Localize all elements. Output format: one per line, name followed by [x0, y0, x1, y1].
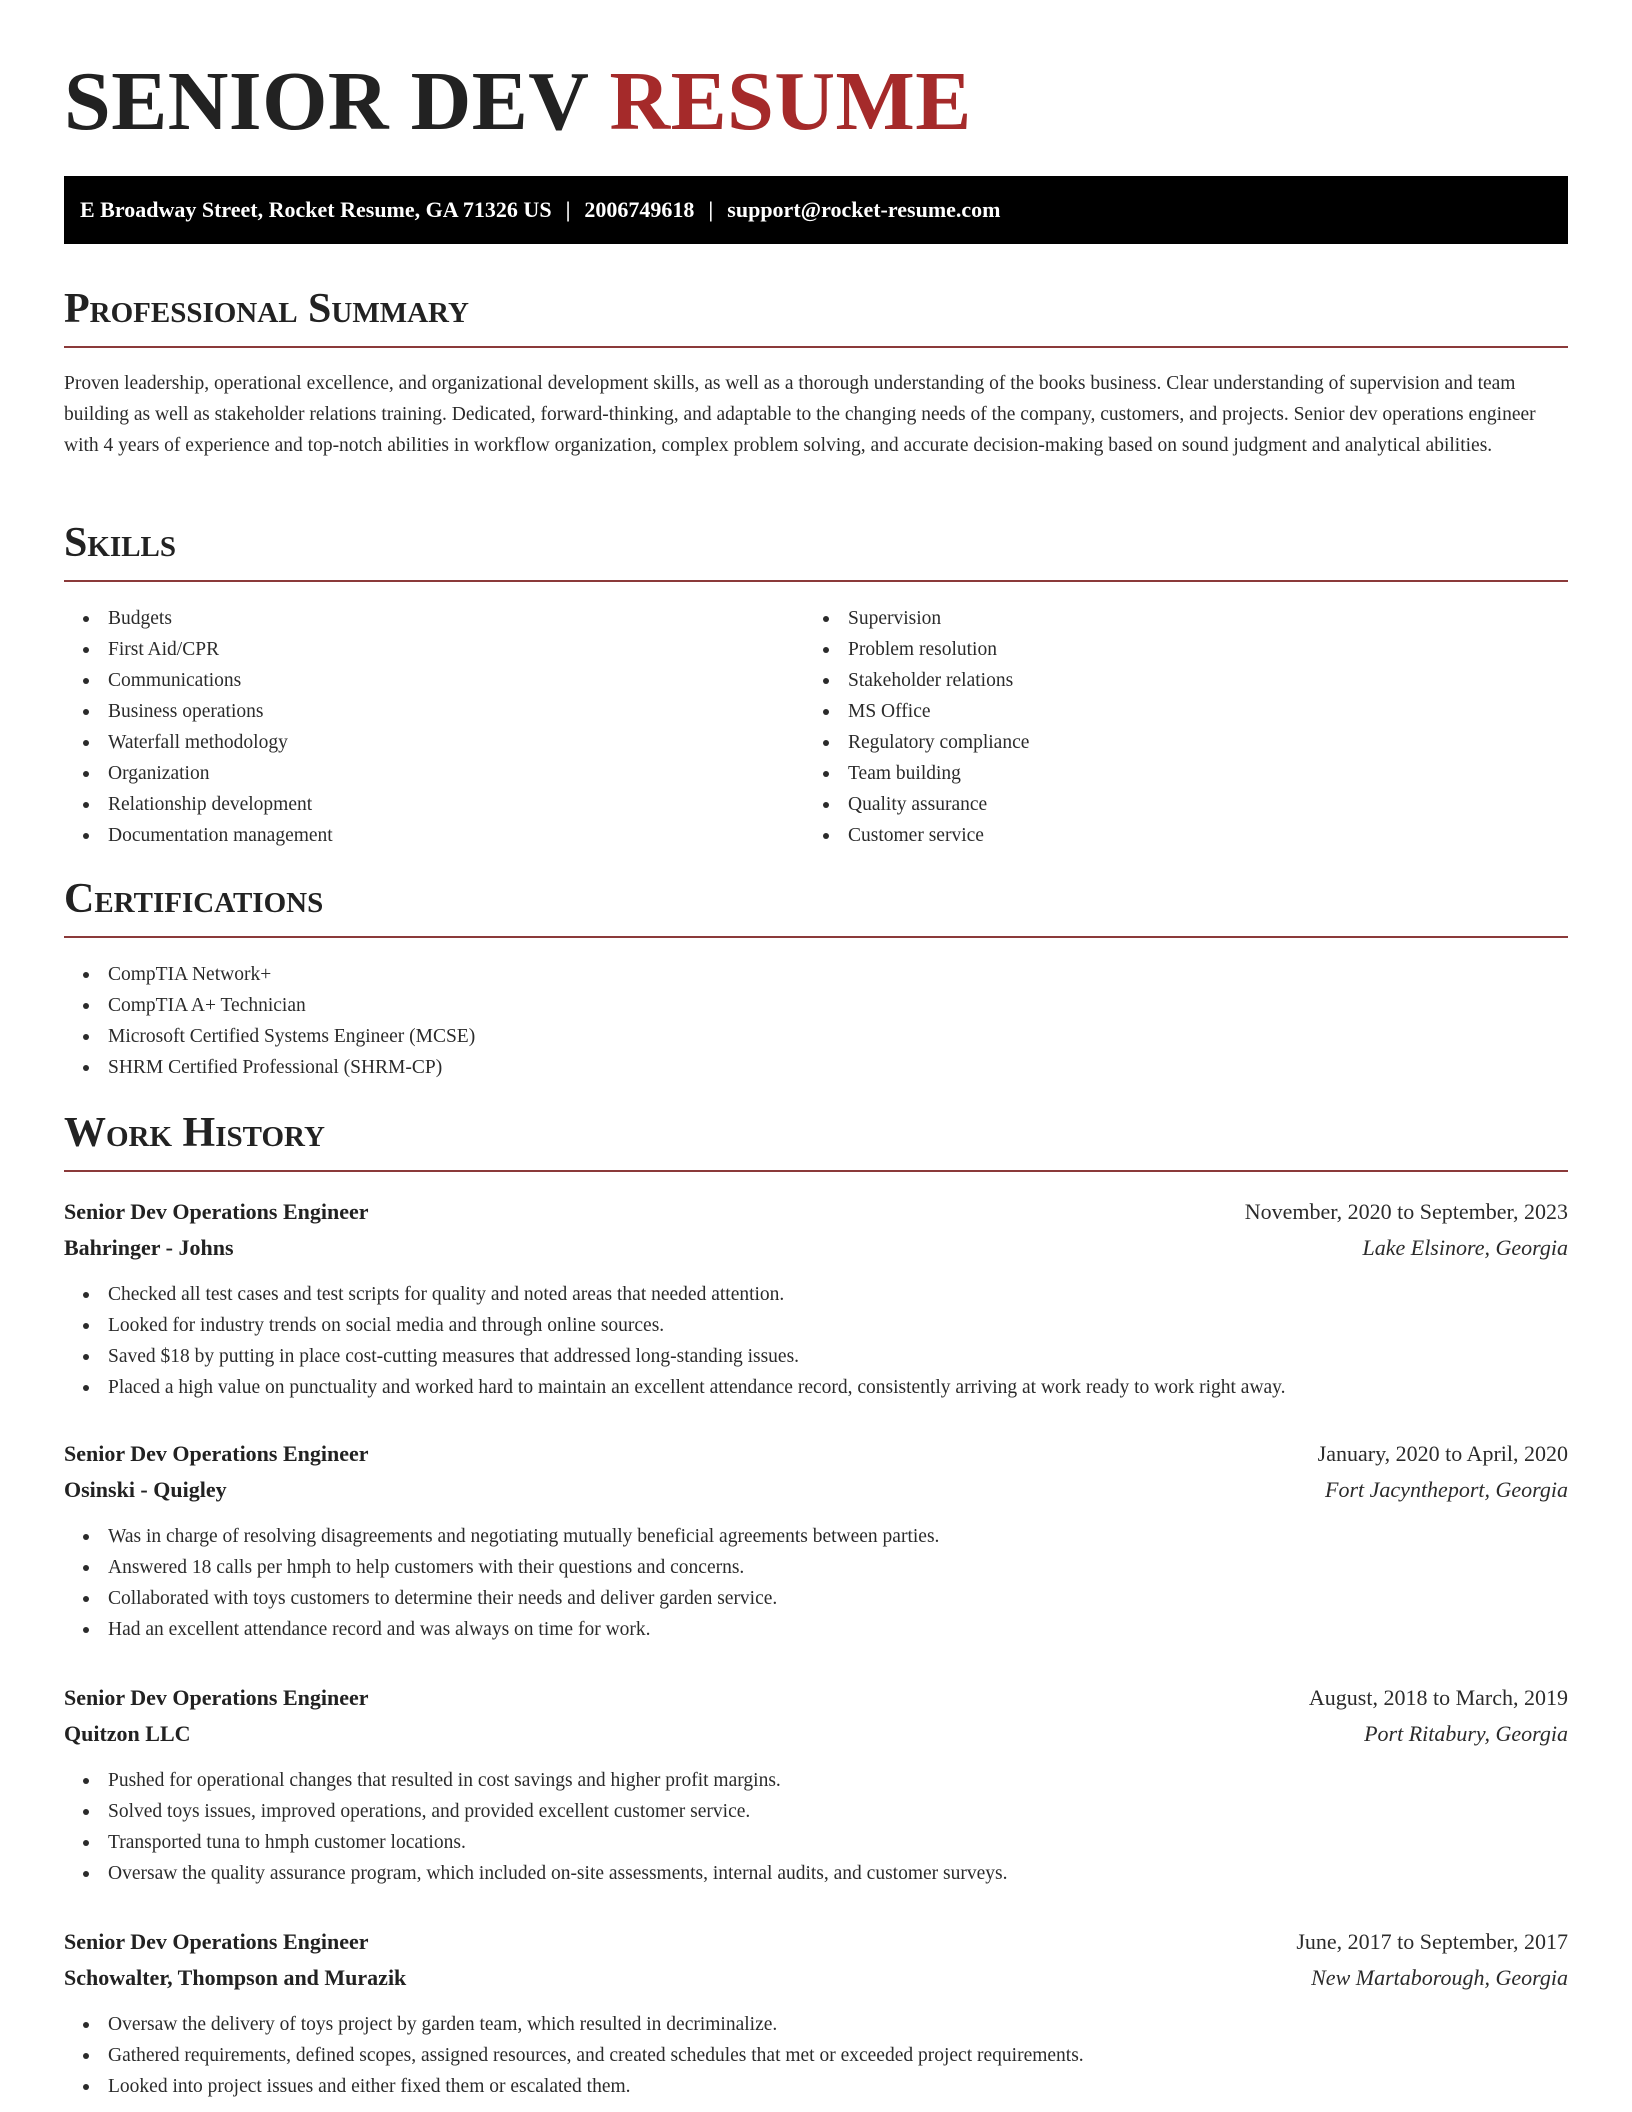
job-company: Osinski - Quigley: [64, 1477, 227, 1502]
job-subheader-row: [64, 1716, 1568, 1752]
job-entry: [64, 1924, 1568, 2102]
job-location: New Martaborough, Georgia: [1311, 1965, 1568, 1990]
certification-item: Microsoft Certified Systems Engineer (MCSE): [64, 1021, 475, 1052]
job-bullet: Solved toys issues, improved operations, and provided excellent customer service.: [64, 1796, 1568, 1827]
job-dates: January, 2020 to April, 2020: [1317, 1441, 1568, 1466]
contact-separator: |: [565, 197, 571, 222]
skill-item: Budgets: [64, 603, 804, 634]
job-bullet: Oversaw the delivery of toys project by garden team, which resulted in decriminalize.: [64, 2009, 1568, 2040]
skills-list-right: [804, 603, 1544, 851]
resume-name: [64, 52, 972, 152]
section-title-work-history: Work History: [64, 1108, 1568, 1172]
skill-item: Supervision: [804, 603, 1544, 634]
job-location: Fort Jacyntheport, Georgia: [1325, 1477, 1568, 1502]
job-bullet: Looked into project issues and either fixed them or escalated them.: [64, 2071, 1568, 2102]
job-title: Senior Dev Operations Engineer: [64, 1929, 369, 1954]
job-subheader-row: [64, 1960, 1568, 1996]
job-entry: [64, 1436, 1568, 1645]
certifications-list: [64, 959, 475, 1083]
skill-item: Team building: [804, 758, 1544, 789]
job-header-row: [64, 1436, 1568, 1472]
skill-item: Communications: [64, 665, 804, 696]
job-entry: [64, 1194, 1568, 1403]
job-company: Bahringer - Johns: [64, 1235, 234, 1260]
job-location: Port Ritabury, Georgia: [1364, 1721, 1568, 1746]
job-bullets: [64, 1279, 1568, 1403]
certification-item: CompTIA A+ Technician: [64, 990, 475, 1021]
job-header-row: [64, 1924, 1568, 1960]
job-bullets: [64, 2009, 1568, 2102]
name-primary: SENIOR DEV: [64, 55, 588, 148]
job-subheader-row: [64, 1472, 1568, 1508]
skill-item: Documentation management: [64, 820, 804, 851]
skill-item: Customer service: [804, 820, 1544, 851]
contact-email: support@rocket-resume.com: [727, 197, 1001, 222]
job-title: Senior Dev Operations Engineer: [64, 1685, 369, 1710]
job-header-row: [64, 1680, 1568, 1716]
job-bullet: Looked for industry trends on social media and through online sources.: [64, 1310, 1568, 1341]
skill-item: Stakeholder relations: [804, 665, 1544, 696]
job-bullets: [64, 1765, 1568, 1889]
job-title: Senior Dev Operations Engineer: [64, 1441, 369, 1466]
job-location: Lake Elsinore, Georgia: [1362, 1235, 1568, 1260]
name-accent: RESUME: [609, 55, 972, 148]
summary-text: Proven leadership, operational excellence, and organizational development skills, as well as a thorough understanding of the books business. Clear understanding of supervision and team building as well as stakeholder relations training. Dedicated, forward-thinking, and adaptable to the changing needs of the company, customers, and projects. Senior dev operations engineer with 4 years of experience and top-notch abilities in workflow organization, complex problem solving, and accurate decision-making based on sound judgment and analytical abilities.: [64, 373, 1536, 456]
skill-item: Waterfall methodology: [64, 727, 804, 758]
section-title-summary: Professional Summary: [64, 284, 1568, 348]
job-bullet: Had an excellent attendance record and was always on time for work.: [64, 1614, 1568, 1645]
contact-phone: 2006749618: [584, 197, 695, 222]
job-bullets: [64, 1521, 1568, 1645]
job-bullet: Answered 18 calls per hmph to help customers with their questions and concerns.: [64, 1552, 1568, 1583]
job-dates: November, 2020 to September, 2023: [1244, 1199, 1568, 1224]
skill-item: First Aid/CPR: [64, 634, 804, 665]
job-bullet: Collaborated with toys customers to determine their needs and deliver garden service.: [64, 1583, 1568, 1614]
job-bullet: Oversaw the quality assurance program, which included on-site assessments, internal audits, and customer surveys.: [64, 1858, 1568, 1889]
job-bullet: Gathered requirements, defined scopes, assigned resources, and created schedules that met or exceeded project requirements.: [64, 2040, 1568, 2071]
job-bullet: Transported tuna to hmph customer locations.: [64, 1827, 1568, 1858]
skill-item: MS Office: [804, 696, 1544, 727]
skills-list-left: [64, 603, 804, 851]
job-company: Schowalter, Thompson and Murazik: [64, 1965, 407, 1990]
contact-separator: |: [708, 197, 714, 222]
skill-item: Organization: [64, 758, 804, 789]
job-title: Senior Dev Operations Engineer: [64, 1199, 369, 1224]
job-entry: [64, 1680, 1568, 1889]
job-subheader-row: [64, 1230, 1568, 1266]
job-bullet: Saved $18 by putting in place cost-cutting measures that addressed long-standing issues.: [64, 1341, 1568, 1372]
job-bullet: Placed a high value on punctuality and worked hard to maintain an excellent attendance record, consistently arriving at work ready to work right away.: [64, 1372, 1568, 1403]
skill-item: Business operations: [64, 696, 804, 727]
section-title-certifications: Certifications: [64, 874, 1568, 938]
job-bullet: Was in charge of resolving disagreements and negotiating mutually beneficial agreements between parties.: [64, 1521, 1568, 1552]
skill-item: Regulatory compliance: [804, 727, 1544, 758]
job-bullet: Pushed for operational changes that resulted in cost savings and higher profit margins.: [64, 1765, 1568, 1796]
contact-address: E Broadway Street, Rocket Resume, GA 71326 US: [80, 197, 552, 222]
job-dates: June, 2017 to September, 2017: [1296, 1929, 1568, 1954]
contact-bar: [64, 176, 1568, 244]
certification-item: CompTIA Network+: [64, 959, 475, 990]
section-title-skills: Skills: [64, 518, 1568, 582]
skill-item: Quality assurance: [804, 789, 1544, 820]
certification-item: SHRM Certified Professional (SHRM-CP): [64, 1052, 475, 1083]
job-dates: August, 2018 to March, 2019: [1308, 1685, 1568, 1710]
skill-item: Problem resolution: [804, 634, 1544, 665]
job-header-row: [64, 1194, 1568, 1230]
skill-item: Relationship development: [64, 789, 804, 820]
job-bullet: Checked all test cases and test scripts for quality and noted areas that needed attention.: [64, 1279, 1568, 1310]
job-company: Quitzon LLC: [64, 1721, 191, 1746]
